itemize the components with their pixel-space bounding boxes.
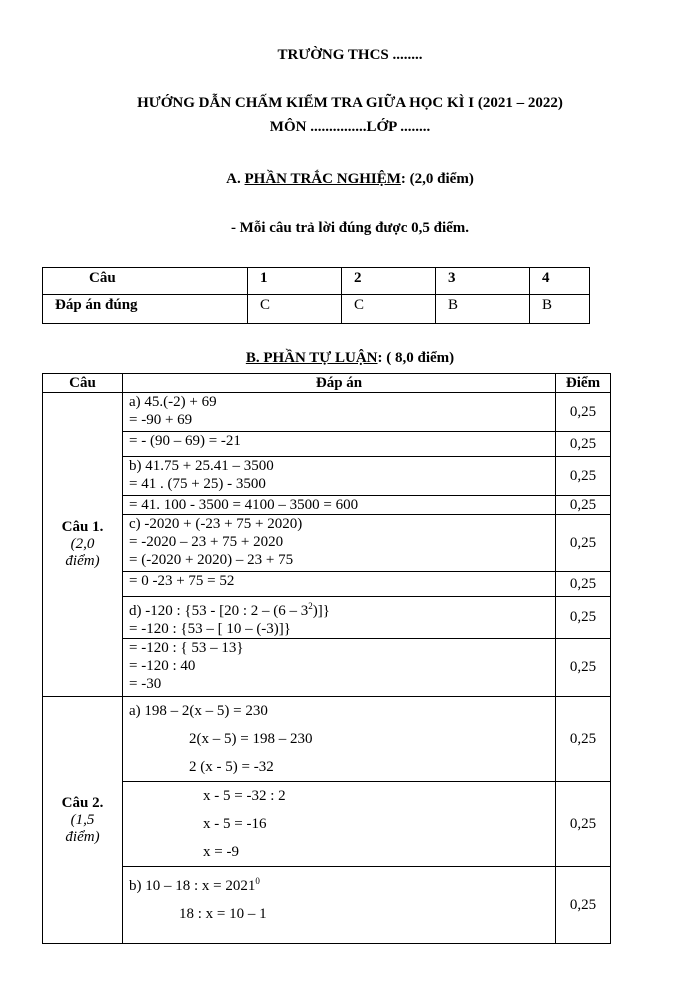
question-1-cell — [43, 393, 123, 697]
table-row — [43, 597, 611, 639]
answer-step — [123, 572, 556, 597]
answer-step — [123, 867, 556, 944]
table-row — [43, 457, 611, 496]
question-number: 3 — [436, 268, 530, 295]
essay-answer-table — [42, 373, 611, 944]
col-header-question: Câu — [43, 374, 123, 393]
answer-line — [123, 597, 555, 620]
answer-cell: B — [436, 295, 530, 324]
section-b-suffix: : ( 8,0 điểm) — [377, 350, 455, 366]
section-a-heading — [0, 171, 700, 188]
table-row — [43, 432, 611, 457]
exponent: 0 — [255, 876, 260, 886]
point-cell: 0,25 — [556, 393, 611, 432]
point-cell: 0,25 — [556, 782, 611, 867]
question-number: 4 — [530, 268, 590, 295]
answer-line: = -120 : { 53 – 13} — [129, 640, 244, 656]
table-row — [43, 639, 611, 697]
answer-step — [123, 393, 556, 432]
point-cell: 0,25 — [556, 867, 611, 944]
school-name: TRƯỜNG THCS ........ — [277, 47, 423, 63]
table-row — [43, 697, 611, 782]
question-2-cell — [43, 697, 123, 944]
section-b-title: B. PHẦN TỰ LUẬN — [245, 350, 378, 366]
answer-cell: C — [248, 295, 342, 324]
answer-line: = 41 . (75 + 25) - 3500 — [129, 476, 266, 492]
question-2-points: (1,5 — [70, 811, 95, 828]
table-row — [43, 867, 611, 944]
answer-step — [123, 597, 556, 639]
section-b-heading — [0, 350, 700, 367]
multiple-choice-table — [42, 267, 590, 324]
point-cell: 0,25 — [556, 639, 611, 697]
answer-line: 2 (x - 5) = -32 — [189, 759, 274, 775]
answer-line: b) 41.75 + 25.41 – 3500 — [129, 458, 274, 474]
section-a-prefix: A. — [226, 171, 245, 187]
point-cell: 0,25 — [556, 515, 611, 572]
answer-text: d) -120 : {53 - [20 : 2 – (6 – 3 — [129, 603, 309, 619]
row-label-question: Câu — [43, 268, 248, 295]
answer-text: b) 10 – 18 : x = 2021 — [129, 878, 256, 894]
answer-line: = -90 + 69 — [129, 412, 193, 428]
answer-step — [123, 496, 556, 515]
row-label-answer: Đáp án đúng — [43, 295, 248, 324]
answer-line: = -2020 – 23 + 75 + 2020 — [129, 534, 284, 550]
question-number: 2 — [342, 268, 436, 295]
section-a-note: - Mỗi câu trả lời đúng được 0,5 điểm. — [230, 220, 470, 236]
section-a-suffix: : (2,0 điểm) — [400, 171, 474, 187]
document-title: HƯỚNG DẪN CHẤM KIỂM TRA GIỮA HỌC KÌ I (2021 – 2022) — [137, 95, 563, 111]
table-row — [43, 515, 611, 572]
point-cell: 0,25 — [556, 432, 611, 457]
col-header-answer: Đáp án — [123, 374, 556, 393]
table-row — [43, 572, 611, 597]
answer-line: = - (90 – 69) = -21 — [129, 433, 241, 449]
answer-step — [123, 639, 556, 697]
answer-line: = 0 -23 + 75 = 52 — [129, 573, 235, 589]
section-a-title: PHẦN TRẮC NGHIỆM — [244, 171, 401, 187]
question-1-label: Câu 1. — [61, 519, 104, 535]
answer-step — [123, 432, 556, 457]
question-number: 1 — [248, 268, 342, 295]
answer-line: = 41. 100 - 3500 = 4100 – 3500 = 600 — [129, 497, 359, 513]
question-2-label: Câu 2. — [61, 794, 104, 811]
question-1-points: (2,0 — [70, 536, 95, 552]
table-row — [43, 782, 611, 867]
point-cell: 0,25 — [556, 572, 611, 597]
answer-line: = (-2020 + 2020) – 23 + 75 — [129, 552, 294, 568]
question-2-points-unit: điểm) — [65, 828, 100, 845]
answer-line: = -120 : {53 – [ 10 – (-3)]} — [129, 621, 291, 637]
answer-line: x - 5 = -16 — [203, 816, 267, 832]
answer-line: 18 : x = 10 – 1 — [179, 906, 267, 922]
table-row — [43, 496, 611, 515]
col-header-points: Điểm — [556, 374, 611, 393]
answer-line: a) 198 – 2(x – 5) = 230 — [129, 703, 268, 719]
point-cell: 0,25 — [556, 697, 611, 782]
answer-line: c) -2020 + (-23 + 75 + 2020) — [129, 516, 303, 532]
answer-step — [123, 457, 556, 496]
answer-line: = -120 : 40 — [129, 658, 196, 674]
answer-line: x = -9 — [203, 844, 239, 860]
answer-line — [123, 867, 555, 900]
answer-step — [123, 782, 556, 867]
answer-line: a) 45.(-2) + 69 — [129, 394, 217, 410]
exponent: 2 — [308, 601, 313, 611]
answer-line: = -30 — [129, 676, 162, 692]
table-row — [43, 393, 611, 432]
answer-cell: B — [530, 295, 590, 324]
answer-cell: C — [342, 295, 436, 324]
answer-step — [123, 515, 556, 572]
answer-text: )]} — [312, 603, 330, 619]
answer-line: 2(x – 5) = 198 – 230 — [189, 731, 313, 747]
answer-step — [123, 697, 556, 782]
point-cell: 0,25 — [556, 457, 611, 496]
table-row — [43, 268, 590, 295]
table-row — [43, 295, 590, 324]
question-1-points-unit: điểm) — [65, 553, 100, 569]
point-cell: 0,25 — [556, 597, 611, 639]
subject-class-line: MÔN ...............LỚP ........ — [269, 119, 431, 135]
table-header-row — [43, 374, 611, 393]
answer-line: x - 5 = -32 : 2 — [203, 788, 286, 804]
point-cell: 0,25 — [556, 496, 611, 515]
